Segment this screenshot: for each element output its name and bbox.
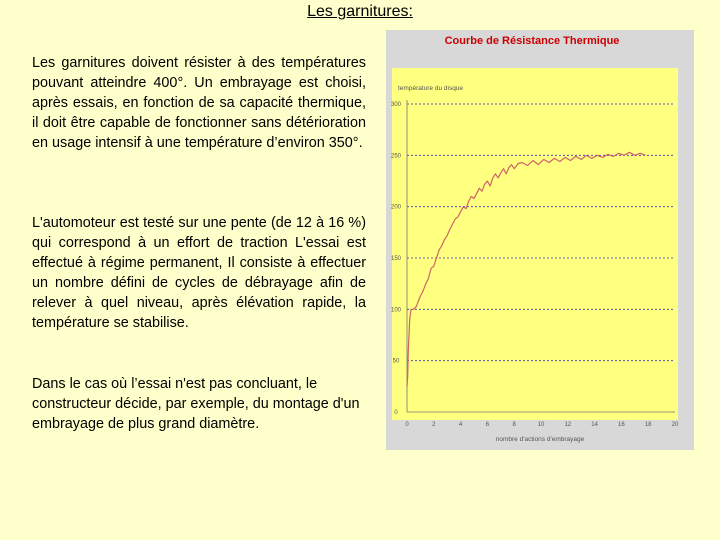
y-tick-label: 0 <box>394 410 398 416</box>
thermal-resistance-chart <box>386 30 694 450</box>
y-axis-label: température du disque <box>398 85 464 92</box>
y-tick-label: 100 <box>390 307 402 314</box>
x-tick-label: 20 <box>671 422 679 428</box>
x-tick-label: 10 <box>537 422 545 428</box>
y-tick-label: 250 <box>390 153 402 160</box>
y-tick-label: 200 <box>390 204 402 211</box>
x-tick-label: 2 <box>432 422 436 428</box>
x-tick-label: 0 <box>405 422 409 428</box>
y-tick-label: 300 <box>390 102 402 108</box>
chart-title: Courbe de Résistance Thermique <box>444 35 620 47</box>
paragraph-conclusion: Dans le cas où l’essai n'est pas concluant, le constructeur décide, par exemple, du montage d'un embrayage de plus grand diamètre. <box>32 376 360 433</box>
x-tick-label: 12 <box>564 422 572 428</box>
x-tick-label: 4 <box>458 422 463 428</box>
paragraph-heat-resistance: Les garnitures doivent résister à des températures pouvant atteindre 400°. Un embrayage est choisi, après essais, en fonction de sa capacité thermique, il doit être capable de fonctionner sans détérioration en usage intensif à une température d’environ 350°. <box>32 55 366 152</box>
x-tick-labels <box>405 422 679 428</box>
plot-area <box>392 68 678 420</box>
x-axis-label: nombre d'actions d'embrayage <box>495 436 585 443</box>
slide-title: Les garnitures: <box>307 3 413 20</box>
x-tick-label: 6 <box>485 422 490 428</box>
x-tick-label: 16 <box>618 422 625 428</box>
chart-svg <box>386 30 694 450</box>
x-tick-label: 8 <box>512 422 516 428</box>
y-tick-label: 150 <box>390 256 402 262</box>
y-tick-label: 50 <box>392 358 400 365</box>
x-tick-label: 18 <box>644 422 652 428</box>
x-tick-label: 14 <box>591 422 598 428</box>
paragraph-test-procedure: L'automoteur est testé sur une pente (de 12 à 16 %) qui correspond à un effort de traction L'essai est effectué à régime permanent, Il consiste à effectuer un nombre défini de cycles de débrayage afin de relever à quel niveau, après élévation rapide, la température se stabilise. <box>32 215 366 332</box>
